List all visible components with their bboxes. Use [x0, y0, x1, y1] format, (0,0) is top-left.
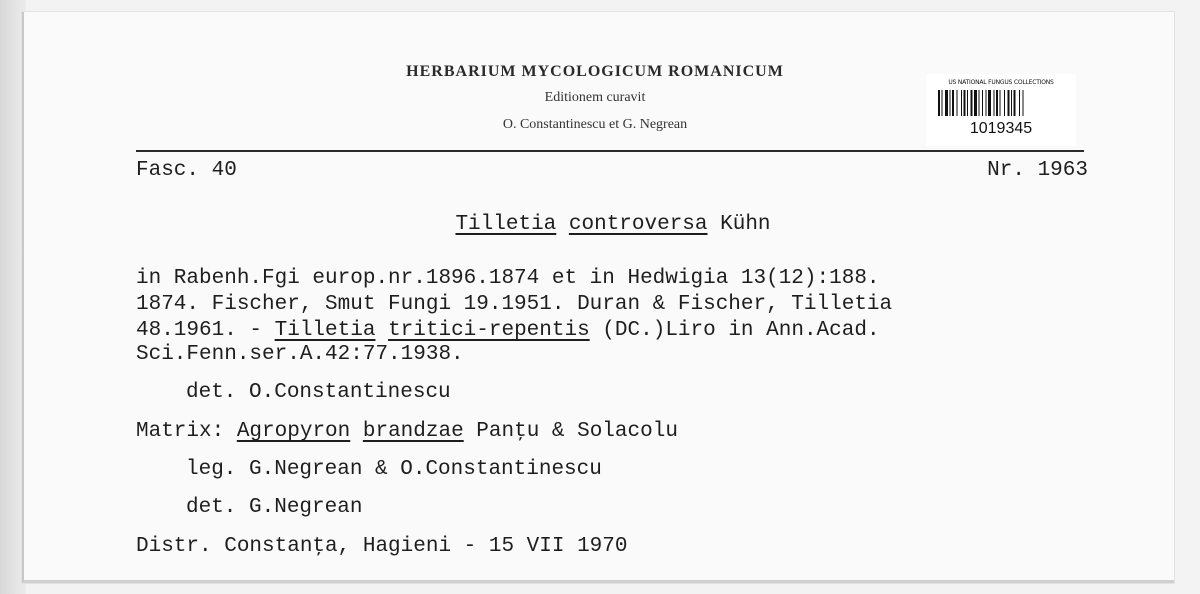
herbarium-subtitle: Editionem curavit: [544, 90, 646, 105]
determiner-2: det. G.Negrean: [186, 496, 363, 519]
fascicle-number: Fasc. 40: [136, 159, 237, 182]
barcode-number: 1019345: [969, 120, 1033, 137]
matrix-host: [136, 421, 678, 443]
specimen-number: Nr. 1963: [987, 159, 1088, 182]
host-author: Panţu & Solacolu: [463, 420, 678, 443]
citation-line-4: Sci.Fenn.ser.A.42:77.1938.: [136, 343, 464, 366]
header-rule: [136, 150, 1084, 152]
herbarium-title: HERBARIUM MYCOLOGICUM ROMANICUM: [406, 63, 784, 80]
herbarium-editors: O. Constantinescu et G. Negrean: [502, 117, 688, 132]
species-epithet: controversa: [568, 213, 708, 236]
locality-date: Distr. Constanţa, Hagieni - 15 VII 1970: [136, 535, 628, 558]
citation-line-3: [136, 320, 880, 342]
barcode-caption: US NATIONAL FUNGUS COLLECTIONS: [948, 79, 1054, 86]
species-genus: Tilletia: [455, 213, 557, 236]
citation-line-1: in Rabenh.Fgi europ.nr.1896.1874 et in Hedwigia 13(12):188.: [136, 267, 880, 290]
matrix-label: Matrix:: [136, 420, 237, 443]
species-author: Kühn: [720, 213, 771, 236]
synonym-genus: Tilletia: [274, 319, 376, 342]
collectors: leg. G.Negrean & O.Constantinescu: [186, 458, 602, 481]
citation-line-3-pre: 48.1961. -: [136, 319, 275, 342]
barcode-bars: [938, 90, 1066, 116]
host-genus: Agropyron: [236, 420, 351, 443]
species-name: [0, 214, 1200, 236]
barcode-label: [926, 74, 1076, 146]
citation-line-3-post: (DC.)Liro in Ann.Acad.: [589, 319, 880, 342]
host-epithet: brandzae: [362, 420, 464, 443]
synonym-epithet: tritici-repentis: [388, 319, 590, 342]
determiner-1: det. O.Constantinescu: [186, 381, 451, 404]
citation-line-2: 1874. Fischer, Smut Fungi 19.1951. Duran & Fischer, Tilletia: [136, 293, 893, 316]
